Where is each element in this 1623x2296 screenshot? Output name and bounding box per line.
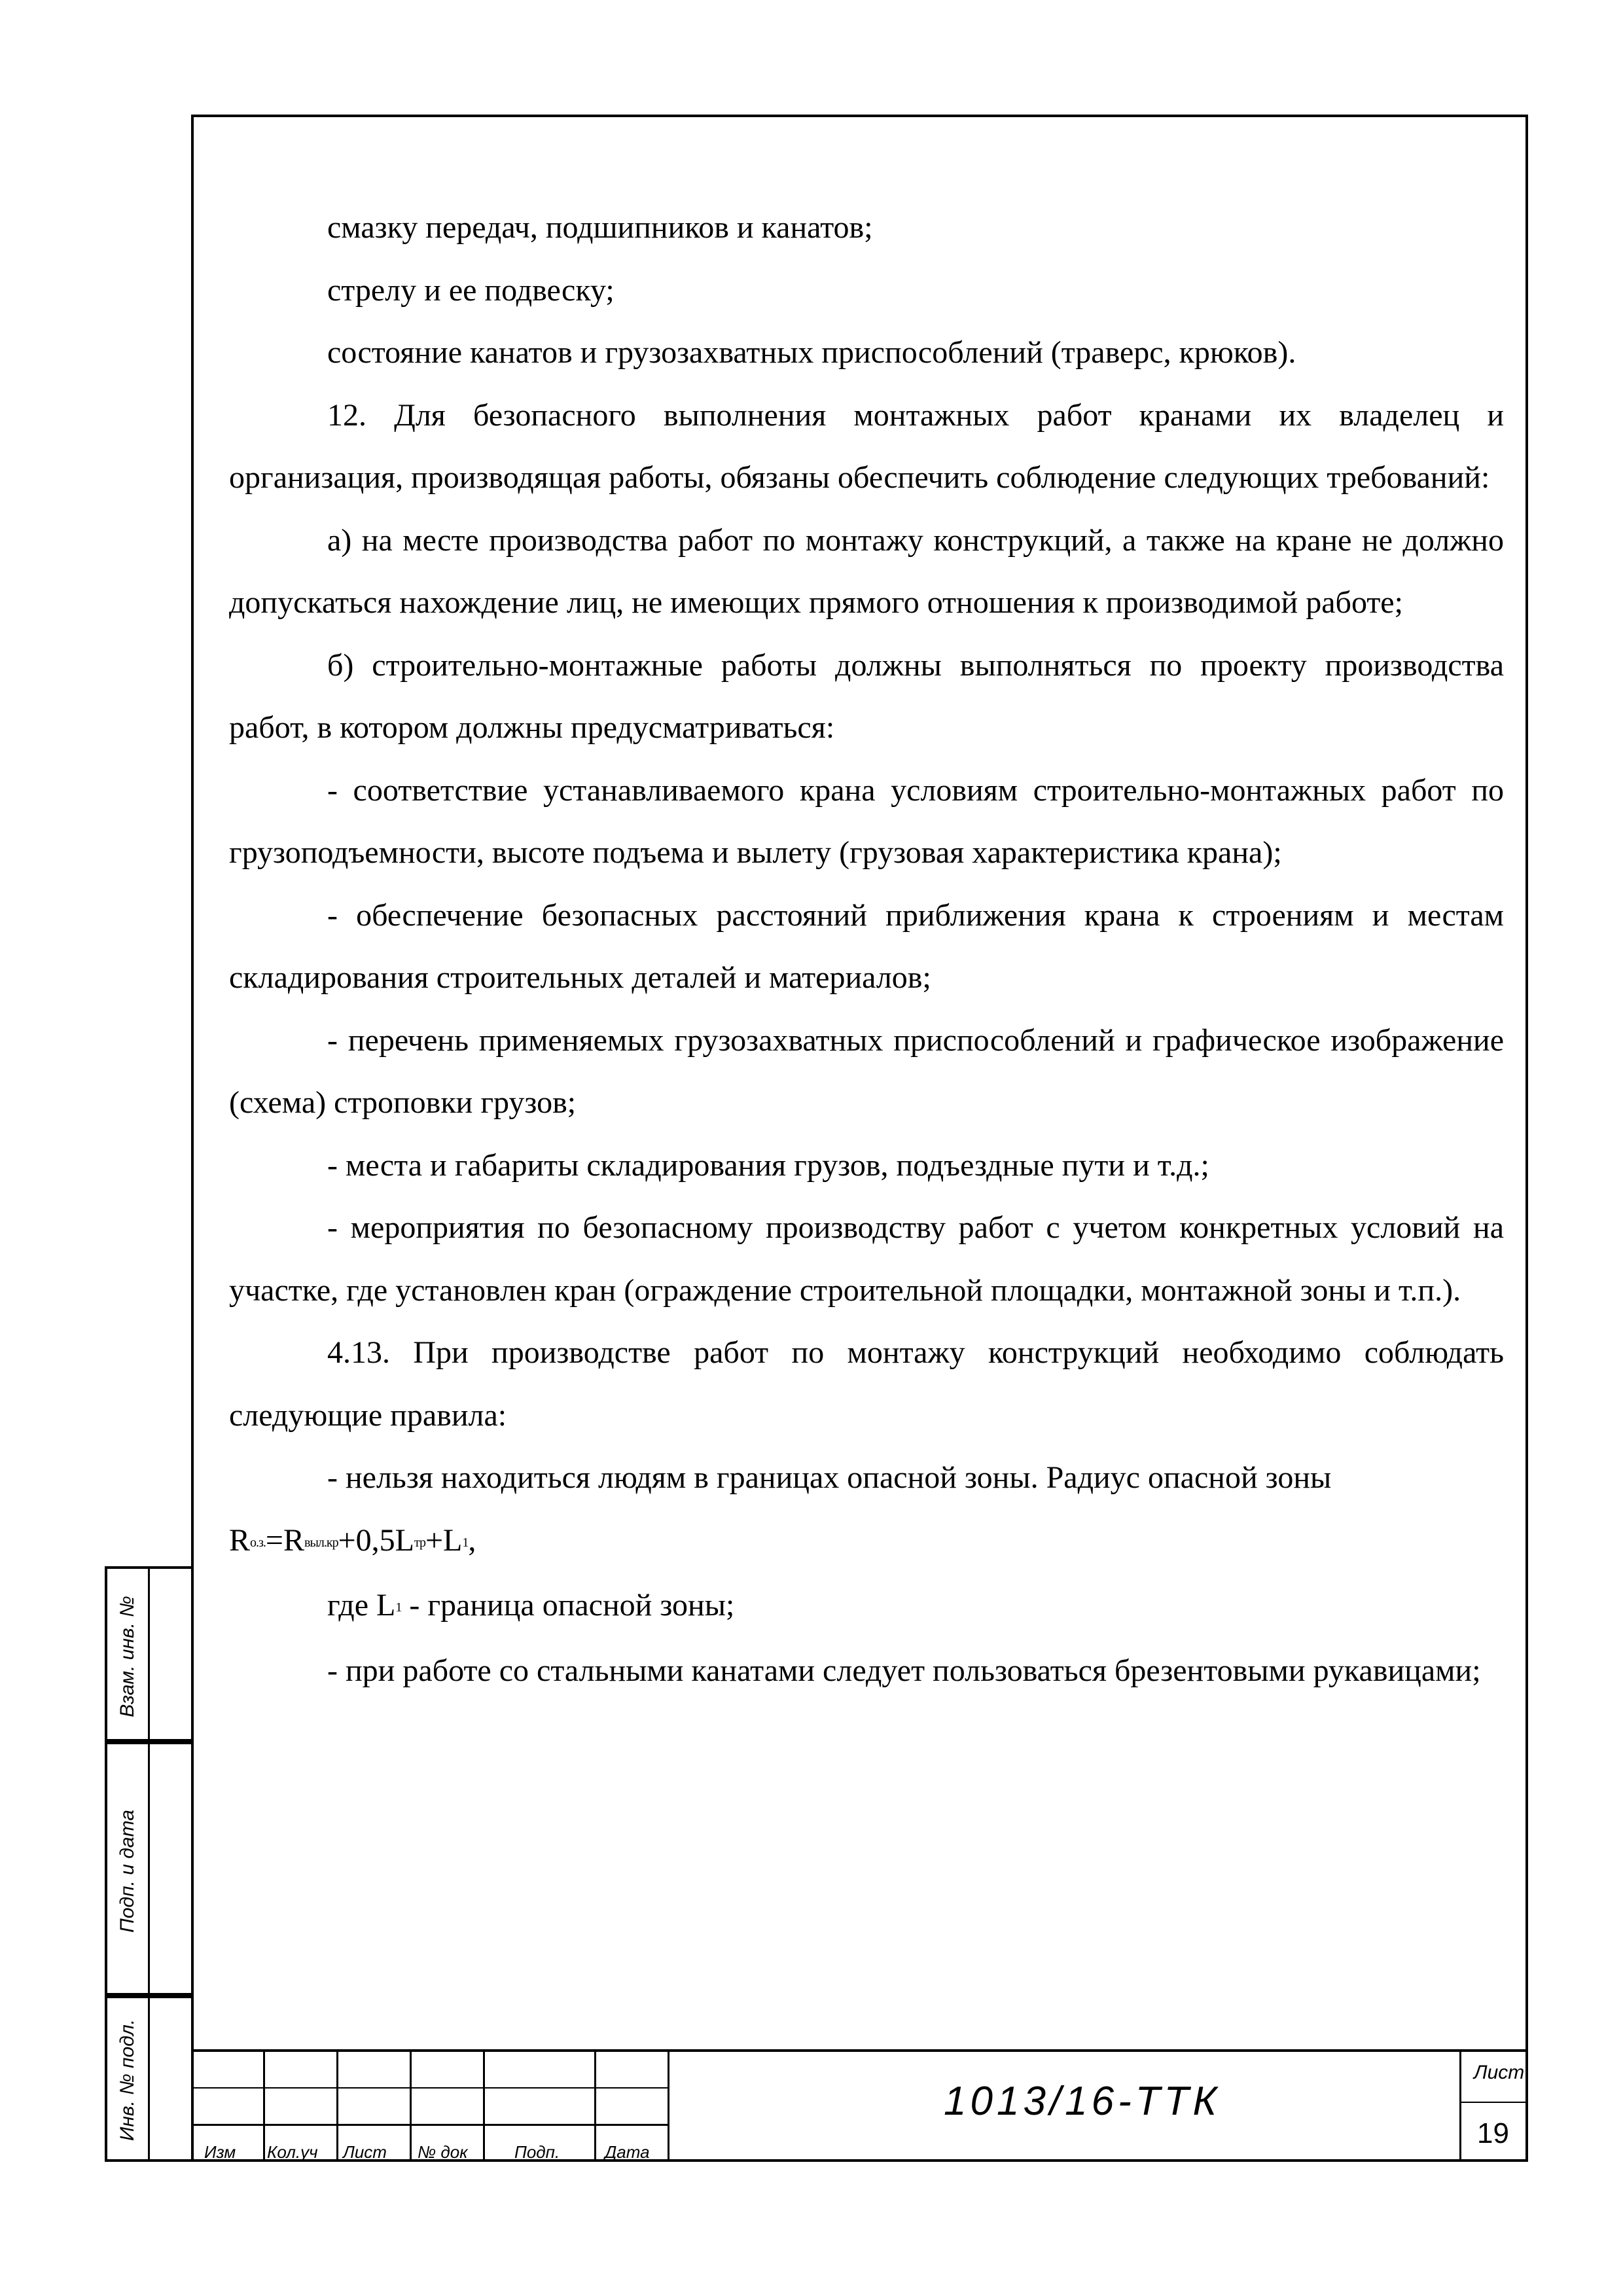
side-label-vzam: Взам. инв. № <box>116 1596 138 1717</box>
paragraph: б) строительно-монтажные работы должны выполняться по проекту производства работ, в котором должны предусматриваться: <box>229 647 1504 745</box>
title-block <box>191 2049 1528 2162</box>
formula-line: $R^{о.з.}=R^{выл.кр}+0,5L^{тр}+L^1$, <box>229 1522 476 1558</box>
side-box-inv <box>105 1996 191 2162</box>
paragraph: - нельзя находиться людям в границах опасной зоны. Радиус опасной зоны <box>327 1460 1332 1495</box>
sheet-caption: Лист <box>1474 2062 1525 2083</box>
paragraph: - соответствие устанавливаемого крана условиям строительно-монтажных работ по грузоподъемности, высоте подъема и вылету (грузовая характеристика крана); <box>229 772 1504 870</box>
side-box-vzam <box>105 1566 191 1742</box>
paragraph: стрелу и ее подвеску; <box>327 272 615 308</box>
paragraph: - перечень применяемых грузозахватных приспособлений и графическое изображение (схема) строповки грузов; <box>229 1022 1504 1120</box>
document-body <box>229 196 1504 1702</box>
paragraph: - при работе со стальными канатами следует пользоваться брезентовыми рукавицами; <box>327 1653 1481 1688</box>
paragraph: а) на месте производства работ по монтажу конструкций, а также на кране не должно допускаться нахождение лиц, не имеющих прямого отношения к производимой работе; <box>229 522 1504 620</box>
col-nom-dok: № док <box>418 2142 468 2162</box>
col-kol-uch: Кол.уч <box>267 2142 318 2162</box>
where-line: где $L^1$ - граница опасной зоны; <box>327 1588 735 1623</box>
paragraph: смазку передач, подшипников и канатов; <box>327 210 873 245</box>
paragraph: состояние канатов и грузозахватных приспособлений (траверс, крюков). <box>327 335 1296 370</box>
col-izm: Изм <box>204 2142 236 2162</box>
paragraph: - обеспечение безопасных расстояний приближения крана к строениям и местам складирования строительных деталей и материалов; <box>229 897 1504 995</box>
paragraph: 4.13. При производстве работ по монтажу конструкций необходимо соблюдать следующие правила: <box>229 1335 1504 1433</box>
paragraph: 12. Для безопасного выполнения монтажных работ кранами их владелец и организация, производящая работы, обязаны обеспечить соблюдение следующих требований: <box>229 397 1504 495</box>
col-podp: Подп. <box>514 2142 560 2162</box>
paragraph: - места и габариты складирования грузов, подъездные пути и т.д.; <box>327 1147 1209 1183</box>
col-data: Дата <box>605 2142 650 2162</box>
document-code: 1013/16-ТТК <box>944 2079 1221 2124</box>
side-box-podp <box>105 1742 191 1996</box>
side-label-podp: Подп. и дата <box>116 1810 138 1933</box>
side-label-inv: Инв. № подл. <box>116 2018 138 2142</box>
sheet-number: 19 <box>1477 2117 1509 2149</box>
col-list: Лист <box>343 2142 387 2162</box>
paragraph: - мероприятия по безопасному производству работ с учетом конкретных условий на участке, где установлен кран (ограждение строительной площадки, монтажной зоны и т.п.). <box>229 1210 1504 1308</box>
